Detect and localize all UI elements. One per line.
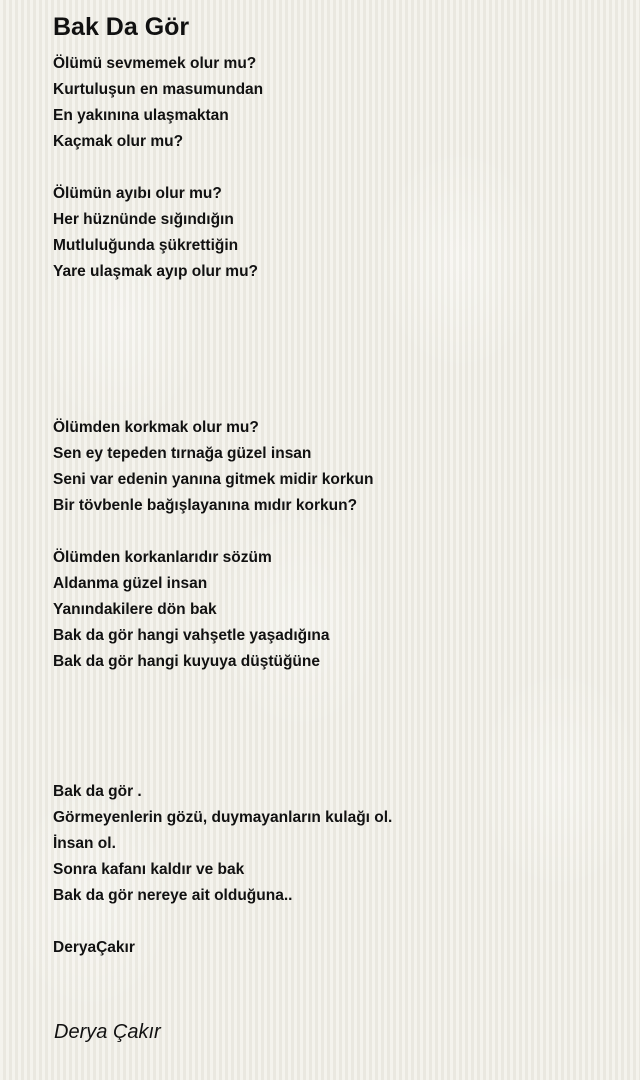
poem-line: Kaçmak olur mu? xyxy=(53,133,184,150)
poem-line xyxy=(53,701,613,727)
poem-line: Kurtuluşun en masumundan xyxy=(53,81,264,98)
poem-line: İnsan ol. xyxy=(53,835,116,852)
poem-line xyxy=(53,363,613,389)
poem-line: Sonra kafanı kaldır ve bak xyxy=(53,861,245,878)
poem-line: Ölümü sevmemek olur mu? xyxy=(53,55,257,72)
poem-line xyxy=(53,337,613,363)
poem-line xyxy=(53,909,613,935)
poem-line: Yanındakilere dön bak xyxy=(53,601,217,618)
poem-line: Seni var edenin yanına gitmek midir korkun xyxy=(53,471,374,488)
poem-line: Ölümün ayıbı olur mu? xyxy=(53,185,222,202)
poem-line xyxy=(53,675,613,701)
author-signature: Derya Çakır xyxy=(54,1021,161,1043)
poem-title: Bak Da Gör xyxy=(53,13,190,41)
poem-line: Bak da gör hangi kuyuya düştüğüne xyxy=(53,653,320,670)
poem-line: Bir tövbenle bağışlayanına mıdır korkun? xyxy=(53,497,358,514)
poem-line xyxy=(53,285,613,311)
poem-line xyxy=(53,389,613,415)
poem-line: Yare ulaşmak ayıp olur mu? xyxy=(53,263,259,280)
poem-line: Ölümden korkmak olur mu? xyxy=(53,419,259,436)
poem-line: Görmeyenlerin gözü, duymayanların kulağı ol. xyxy=(53,809,393,826)
poem-line: Bak da gör hangi vahşetle yaşadığına xyxy=(53,627,330,644)
poem-line: Ölümden korkanlarıdır sözüm xyxy=(53,549,272,566)
poem-line: Bak da gör . xyxy=(53,783,142,800)
poem-line: Sen ey tepeden tırnağa güzel insan xyxy=(53,445,312,462)
poem-line: Bak da gör nereye ait olduğuna.. xyxy=(53,887,293,904)
poem-line: Her hüznünde sığındığın xyxy=(53,211,234,228)
poem-body xyxy=(53,51,613,961)
poem-line: Aldanma güzel insan xyxy=(53,575,208,592)
poem-line xyxy=(53,727,613,753)
poem-line xyxy=(53,519,613,545)
poem-line: Mutluluğunda şükrettiğin xyxy=(53,237,239,254)
poem-line xyxy=(53,311,613,337)
poem-line xyxy=(53,753,613,779)
poem-line: DeryaÇakır xyxy=(53,939,135,956)
poem-line: En yakınına ulaşmaktan xyxy=(53,107,229,124)
poem-line xyxy=(53,155,613,181)
